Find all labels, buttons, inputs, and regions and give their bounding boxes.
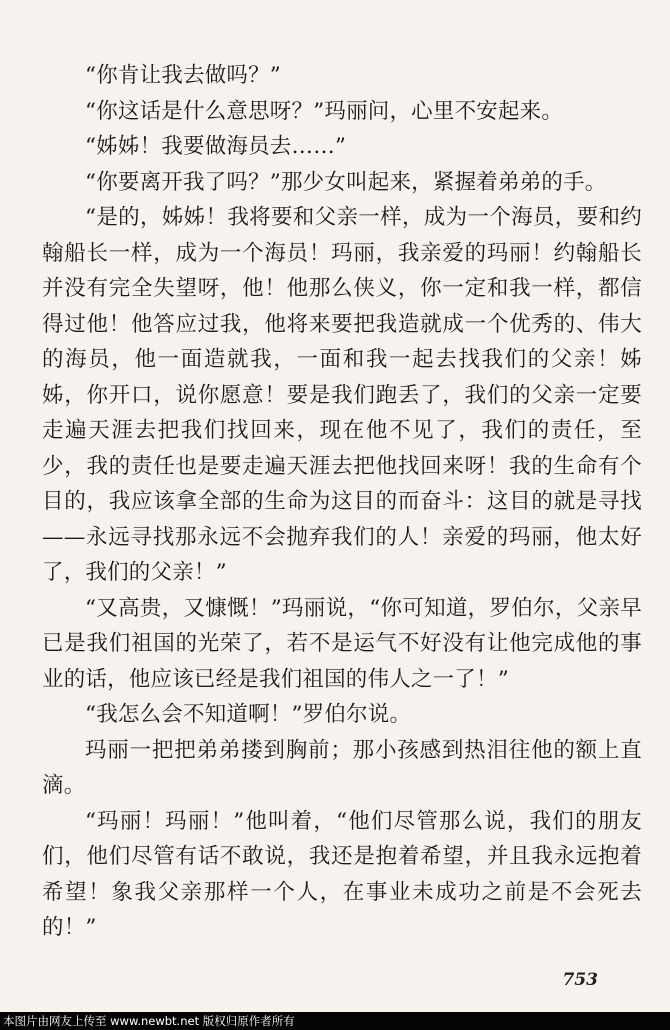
page-number: 753	[562, 970, 598, 990]
paragraph: “我怎么会不知道啊！”罗伯尔说。	[85, 702, 412, 727]
paragraph: “又高贵，又慷慨！”玛丽说，“你可知道，罗伯尔，父亲早已是我们祖国的光荣了，若不是运气不好没有让他完成他的事业的话，他应该已经是我们祖国的伟人之一了！”	[42, 595, 642, 692]
paragraph: “你这话是什么意思呀？”玛丽问，心里不安起来。	[85, 98, 564, 124]
paragraph: “玛丽！玛丽！”他叫着，“他们尽管那么说，我们的朋友们，他们尽管有话不敢说，我还是抱着希望，并且我永远抱着希望！象我父亲那样一个人，在事业未成功之前是不会死去的！”	[42, 808, 642, 940]
footer-text: 本图片由网友上传至 www.newbt.net 版权归原作者所有	[3, 1014, 295, 1028]
watermark-footer	[0, 1012, 670, 1030]
paragraph: “姊姊！我要做海员去……”	[85, 134, 347, 159]
paragraph: “是的，姊姊！我将要和父亲一样，成为一个海员，要和约翰船长一样，成为一个海员！玛丽，我亲爱的玛丽！约翰船长并没有完全失望呀，他！他那么侠义，你一定和我一样，都信得过他！他答应过我，他将来要把我造就成一个优秀的、伟大的海员，他一面造就我，一面和我一起去找我们的父亲！姊姊，你开口，说你愿意！要是我们跑丢了，我们的父亲一定要走遍天涯去把我们找回来，现在他不见了，我们的责任，至少，我的责任也是要走遍天涯去把他找回来呀！我的生命有个目的，我应该拿全部的生命为这目的而奋斗：这目的就是寻找——永远寻找那永远不会抛弃我们的人！亲爱的玛丽，他太好了，我们的父亲！”	[42, 205, 642, 585]
paragraph: “你要离开我了吗？”那少女叫起来，紧握着弟弟的手。	[85, 169, 607, 195]
paragraph: 玛丽一把把弟弟搂到胸前；那小孩感到热泪往他的额上直滴。	[42, 737, 642, 798]
paragraph: “你肯让我去做吗？”	[85, 63, 281, 88]
body-text	[42, 58, 642, 946]
